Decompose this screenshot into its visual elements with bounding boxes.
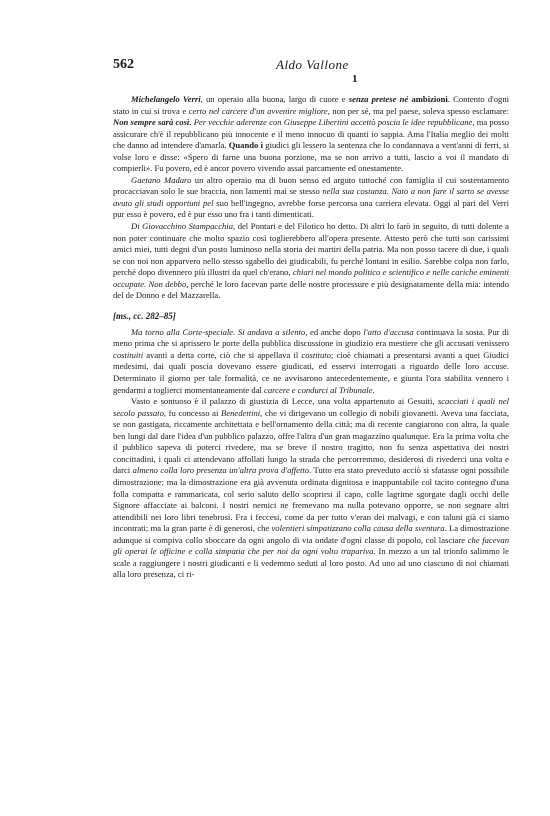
text-run: . In mezzo a un tal trionfo salimmo le scale a raggiungere i nostri giudicanti e li vedemmo seduti al loro posto. Ad uno ad uno ciascuno di noi chiamati alla loro presenza, ci ri- — [113, 546, 509, 580]
manuscript-reference: [ms., cc. 282–85] — [113, 310, 176, 321]
paragraph-corte-speciale — [113, 327, 509, 396]
text-run: avanti a detta corte, ciò che si appellava il — [143, 349, 302, 360]
page-header — [113, 57, 509, 85]
paragraph-palazzo — [113, 396, 509, 581]
text-run: carcere e condurci al Tribunale — [264, 384, 373, 395]
text-run: . Tutto era stato preveduto acciò si sfatasse ogni possibile dimostrazione; ma la dimostrazione era già avvenuta ordinata dignitosa e inappuntabile col tacito contegno d'una folla compatta e rammaricata, col serio saluto dello scoprirsi il capo, colle lagrime sgorgate dagli occhi delle Signore affacciate ai balconi. I nostri nemici ne fremevano ma nulla potevano opporre, se non segnare altri attendibili nei loro libri tenebrosi. Fra i feccesi, come da per tutto v'eran dei malvagi, e con taluni già ci siamo incontrati; ma la gran parte è di generosi, che — [113, 465, 509, 534]
text-run: , ma posso assicurare ch'è il repubblicano più innocente e il meno innocuo di quanti io sappia. Ama l'Italia meglio dei molti che danno ad intendere d'amarla. — [113, 117, 509, 151]
text-run: un altro operaio ma di buon senso ed arguto tuttoché con famiglia il cui sostentamento procacciavan solo le sue braccia, non lamentì mai se stesso — [113, 174, 509, 197]
text-run: nella sua costanza. Nato a non fare il sarto se avesse avuto gli studi opportuni pel — [113, 186, 509, 208]
text-run: giudici gli lessero la sentenza che lo condannava a vent'anni di ferri, si volse loro e disse: «Spero di farne una buona porzione, ma se non arrivo a tutti, lascio a voi il mandato di compierli». Fu povero, ed è ancor povero vivendo assai parcamente ed onestamente. — [113, 140, 510, 174]
text-run: , fu concesso ai — [163, 407, 222, 418]
paragraph-verri — [113, 94, 509, 175]
header-mark: 1 — [352, 73, 358, 85]
text-run: ; cioè chiamati a presentarsi avanti a quei Giudici medesimi, dai quali poscia dovevano essere giudicati, ed esservi interrogati a riguardo delle loro accuse. Determinato il giorno per tale formalità, ce ne avvisarono antecedentemente, e giunta l'ora stabilita vennero i gendarmi a toglierci momentaneamente dal — [113, 349, 509, 395]
text-run: ambizioni — [411, 94, 448, 104]
text-run: senza pretese né — [348, 94, 409, 104]
paragraph-madaro — [113, 175, 509, 221]
text-run: . — [372, 384, 375, 395]
text-run: , del Pontari e del Filotico ho detto. Di altri lo farò in seguito, di tutti dolente a non poter continuare che molto spazio così toglierebbero all'opera presente. Attesto però che tutti son carissimi amici miei, tutti degni d'un posto luminoso nella storia dei martiri della patria. Ma non posso tacere di due, i quali se con noi non apparvero nello stesso sgabello dei giudicabili, fu perché lontani in esilio. Sarebbe colpa non farlo, perché dopo divennero più illustri da quel ch'erano, — [113, 221, 509, 278]
text-run: , un operaio alla buona, largo di cuore e — [200, 94, 349, 104]
text-run: Per vecchie aderenze con Giuseppe Libertini accettò poscia le idee repubblicane — [193, 117, 473, 128]
text-run: Quando i — [228, 140, 263, 151]
text-run: Ma torno alla Corte-speciale. Si andava a silento — [131, 326, 306, 337]
text-run: perché le loro facevan parte delle nostre processure e più designatamente della mia: intendo del de Donno e del Mazzarella. — [113, 278, 509, 301]
text-run: continuava la sosta. Pur di meno prima che si aprissero le porte della pubblica discussione in giudizio era mestiere che gli accusati venissero — [113, 326, 509, 349]
text-run: suo bell'ingegno, avrebbe forse percorsa una carriera elevata. Oggi al pari del Verri pur esso è povero, ed è pur esso uno fra i tanti dimenticati. — [113, 197, 509, 220]
paragraph-stampacchia — [113, 221, 509, 302]
text-run: Non sempre sarà così — [113, 117, 190, 128]
text-run: . La dimostrazione adunque si compiva collo sboccare da ogni angolo di via ondate d'ogni classe di popolo, col lasciare — [113, 523, 509, 545]
text-run: . Contento d'ogni stato in cui si trova e — [113, 94, 509, 116]
page-number: 562 — [113, 57, 134, 72]
person-name: Michelangelo Verri — [131, 94, 201, 104]
text-run: costituiti — [113, 349, 144, 360]
text-run: . — [189, 117, 194, 128]
page-body — [113, 94, 509, 581]
text-run: che facevan gli operai le officine e colla simpatia che per noi da ogni volto trapariva — [113, 534, 510, 557]
text-run: , non per sé, ma pel paese, soleva spesso esclamare: — [327, 105, 509, 116]
text-run: certo nel carcere d'un avvenire migliore — [188, 105, 328, 116]
text-run: l'atto d'accusa — [363, 326, 414, 337]
text-run: Benedettini — [221, 407, 261, 418]
text-run: chiari nel mondo politico e scientifico e nelle cariche eminenti occupate. Non debbo, — [113, 267, 509, 289]
person-name: Di Giovacchino Stampacchia — [131, 221, 233, 232]
person-name: Gaetano Madaro — [131, 174, 192, 185]
text-run: , che vi dirigevano un collegio di nobili giovanetti. Aveva una facciata, se non gastigata, riccamente architettata e bell'ornamento della città; ma di recente cangiarono con altra, la quale ben lungi dal dare l'idea d'un pubblico palazzo, offre l'altra d'un gran magazzino qualunque. Era la prima volta che il pubblico sapeva di poterci rivedere, ma se breve il nostro tragitto, non fu senza aspettativa dei nostri concittadini, i quali ci attendevano affollati lungo la strada che percorremmo, desiderosi di rivederci una volta e darci — [113, 407, 509, 476]
running-head: Aldo Vallone — [276, 57, 349, 72]
text-run: , ed anche dopo — [305, 326, 364, 337]
text-run: Vasto e sontuoso è il palazzo di giustizia di Lecce, una volta appartenuto ai Gesuiti, — [131, 396, 438, 407]
text-run: costituto — [301, 349, 331, 360]
text-run: volentieri simpatizzano colla causa della sventura — [271, 523, 445, 534]
text-run: scacciati i quali nel secolo passato — [113, 396, 510, 418]
text-run: almeno colla loro presenza un'altra prova d'affetto — [132, 465, 310, 476]
